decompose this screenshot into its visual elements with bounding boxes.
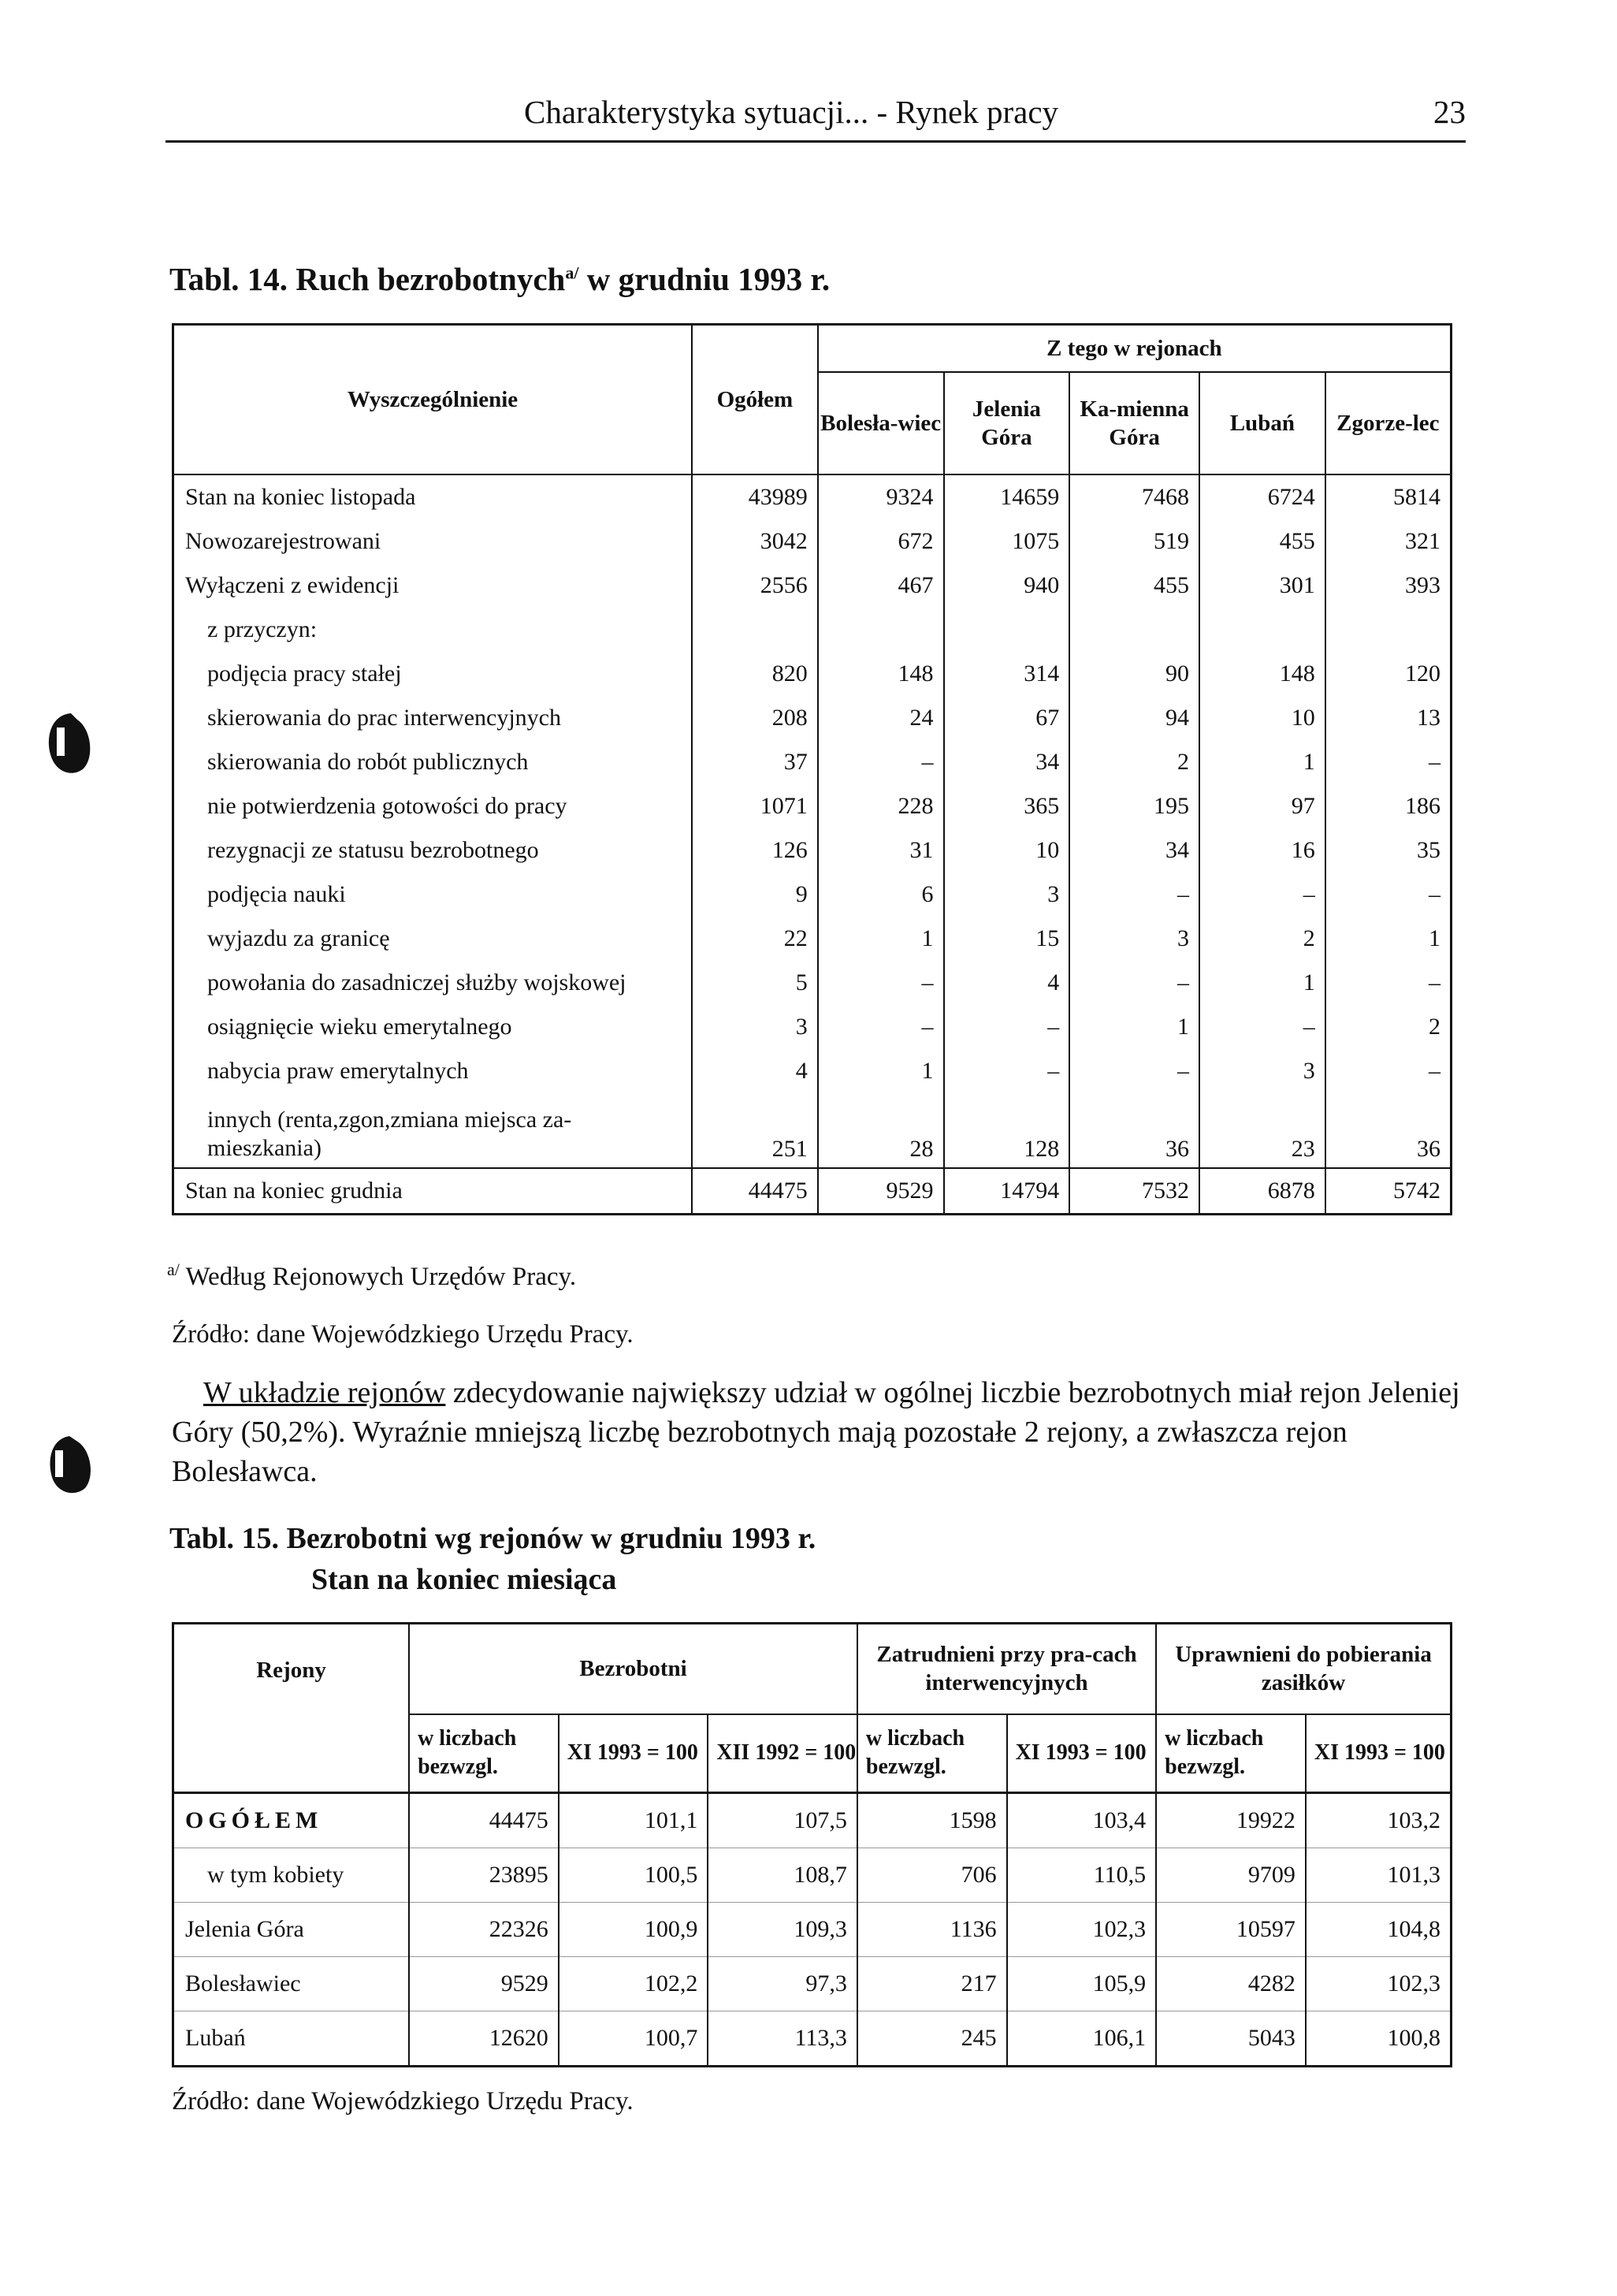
row-label: skierowania do robót publicznych <box>173 740 693 784</box>
row-label: Jelenia Góra <box>173 1903 410 1957</box>
table-cell: 2 <box>1069 740 1199 784</box>
table-cell: 31 <box>818 828 944 873</box>
table-cell: 393 <box>1325 564 1452 608</box>
table-cell: 97,3 <box>708 1957 857 2011</box>
table-cell: 1 <box>818 1049 944 1093</box>
table-cell: 251 <box>692 1093 818 1168</box>
table-14-body <box>173 474 1452 1215</box>
row-label: osiągnięcie wieku emerytalnego <box>173 1005 693 1049</box>
table-cell: – <box>1069 961 1199 1005</box>
table-cell: 100,5 <box>559 1848 708 1903</box>
col-header-total: Ogółem <box>692 325 818 474</box>
table-cell <box>818 608 944 652</box>
table-cell: 5742 <box>1325 1168 1452 1215</box>
table-15-subcaption: Stan na koniec miesiąca <box>311 1563 617 1596</box>
table-cell: 3 <box>1199 1049 1325 1093</box>
table-row <box>173 1957 1452 2011</box>
row-label: powołania do zasadniczej służby wojskowej <box>173 961 693 1005</box>
table-cell: 1 <box>1199 961 1325 1005</box>
table-cell: 519 <box>1069 519 1199 564</box>
col-subheader: XI 1993 = 100 <box>1306 1714 1452 1793</box>
table-cell: 34 <box>944 740 1070 784</box>
table-cell: – <box>1199 873 1325 917</box>
table-cell: 5043 <box>1156 2011 1306 2067</box>
table-cell: 1598 <box>857 1793 1007 1848</box>
table-cell: 103,2 <box>1306 1793 1452 1848</box>
table-cell: 34 <box>1069 828 1199 873</box>
table-row <box>173 961 1452 1005</box>
table-cell: 672 <box>818 519 944 564</box>
table-cell: 9324 <box>818 474 944 519</box>
table-cell: 13 <box>1325 696 1452 740</box>
table-row <box>173 1168 1452 1215</box>
table-cell: 10 <box>944 828 1070 873</box>
table-cell <box>1325 608 1452 652</box>
table-row <box>173 828 1452 873</box>
table-cell: 7532 <box>1069 1168 1199 1215</box>
col-header-regions: Rejony <box>173 1624 410 1793</box>
table-row <box>173 1005 1452 1049</box>
table-cell: – <box>1069 873 1199 917</box>
table-row <box>173 1903 1452 1957</box>
paragraph-text: zdecydowanie największy udział w ogólnej liczbie bezrobotnych miał rejon Jeleniej Góry (50,2%). Wyraźnie mniejszą liczbę bezrobotnych mają pozostałe 2 rejony, a zwłaszcza rejon Bolesławca. <box>172 1376 1460 1488</box>
table-cell: 67 <box>944 696 1070 740</box>
table-cell: 1 <box>1325 917 1452 961</box>
table-cell: – <box>1199 1005 1325 1049</box>
table-cell: 14659 <box>944 474 1070 519</box>
table-cell: 37 <box>692 740 818 784</box>
col-header-unemployed: Bezrobotni <box>409 1624 857 1714</box>
table-cell: 9529 <box>409 1957 559 2011</box>
table-cell: 15 <box>944 917 1070 961</box>
table-cell: 23895 <box>409 1848 559 1903</box>
table-cell: 101,3 <box>1306 1848 1452 1903</box>
table-cell: 36 <box>1069 1093 1199 1168</box>
row-label: z przyczyn: <box>173 608 693 652</box>
col-header-description: Wyszczególnienie <box>173 325 693 474</box>
row-label: Wyłączeni z ewidencji <box>173 564 693 608</box>
table-cell: 148 <box>1199 652 1325 696</box>
table-cell: 4282 <box>1156 1957 1306 2011</box>
table-row <box>173 564 1452 608</box>
table-cell <box>1069 608 1199 652</box>
table-cell: 100,7 <box>559 2011 708 2067</box>
table-cell <box>692 608 818 652</box>
table-14-source: Źródło: dane Wojewódzkiego Urzędu Pracy. <box>172 1320 634 1349</box>
table-cell: 107,5 <box>708 1793 857 1848</box>
body-paragraph <box>172 1373 1464 1491</box>
table-cell: – <box>944 1049 1070 1093</box>
row-label: nabycia praw emerytalnych <box>173 1049 693 1093</box>
table-cell: 102,2 <box>559 1957 708 2011</box>
table-cell: 104,8 <box>1306 1903 1452 1957</box>
table-cell: 455 <box>1199 519 1325 564</box>
table-cell: 22326 <box>409 1903 559 1957</box>
table-cell: 103,4 <box>1007 1793 1157 1848</box>
table-row <box>173 1049 1452 1093</box>
table-cell: 100,8 <box>1306 2011 1452 2067</box>
table-cell: 4 <box>692 1049 818 1093</box>
row-label: innych (renta,zgon,zmiana miejsca za- mieszkania) <box>173 1093 693 1168</box>
col-header-region: Lubań <box>1199 372 1325 474</box>
table-cell: 2 <box>1325 1005 1452 1049</box>
table-row <box>173 474 1452 519</box>
table-cell: 217 <box>857 1957 1007 2011</box>
table-cell: – <box>1325 1049 1452 1093</box>
table-row <box>173 917 1452 961</box>
table-cell: 110,5 <box>1007 1848 1157 1903</box>
table-row <box>173 2011 1452 2067</box>
col-header-region: Ka-mienna Góra <box>1069 372 1199 474</box>
table-cell: 820 <box>692 652 818 696</box>
col-header-benefits: Uprawnieni do pobierania zasiłków <box>1156 1624 1451 1714</box>
row-label: Stan na koniec listopada <box>173 474 693 519</box>
table-cell: 105,9 <box>1007 1957 1157 2011</box>
table-cell: 23 <box>1199 1093 1325 1168</box>
col-header-region: Zgorze-lec <box>1325 372 1452 474</box>
table-cell: 228 <box>818 784 944 828</box>
table-cell: 1 <box>818 917 944 961</box>
table-14-caption-end: w grudniu 1993 r. <box>578 261 831 297</box>
row-label: podjęcia nauki <box>173 873 693 917</box>
table-cell: – <box>1325 740 1452 784</box>
table-cell: 365 <box>944 784 1070 828</box>
table-cell: 9709 <box>1156 1848 1306 1903</box>
table-cell: 3 <box>692 1005 818 1049</box>
table-cell: 120 <box>1325 652 1452 696</box>
scan-blot-mark <box>39 1427 102 1513</box>
table-row <box>173 608 1452 652</box>
col-header-region: Bolesła-wiec <box>818 372 944 474</box>
footnote-text: Według Rejonowych Urzędów Pracy. <box>185 1263 577 1291</box>
row-label: Bolesławiec <box>173 1957 410 2011</box>
col-header-intervention: Zatrudnieni przy pra-cach interwencyjnych <box>857 1624 1156 1714</box>
table-row <box>173 1793 1452 1848</box>
table-row <box>173 1093 1452 1168</box>
table-cell: 6878 <box>1199 1168 1325 1215</box>
table-cell: 7468 <box>1069 474 1199 519</box>
table-cell: – <box>1069 1049 1199 1093</box>
table-cell: 3 <box>944 873 1070 917</box>
table-cell: 706 <box>857 1848 1007 1903</box>
table-cell: 9 <box>692 873 818 917</box>
table-cell: 43989 <box>692 474 818 519</box>
row-label: podjęcia pracy stałej <box>173 652 693 696</box>
table-row <box>173 519 1452 564</box>
table-cell <box>1199 608 1325 652</box>
table-cell: 6 <box>818 873 944 917</box>
table-cell: 35 <box>1325 828 1452 873</box>
table-cell: 36 <box>1325 1093 1452 1168</box>
table-cell: 940 <box>944 564 1070 608</box>
table-cell: 94 <box>1069 696 1199 740</box>
table-cell: 148 <box>818 652 944 696</box>
table-cell: 9529 <box>818 1168 944 1215</box>
row-label: rezygnacji ze statusu bezrobotnego <box>173 828 693 873</box>
table-14-caption-text: Tabl. 14. Ruch bezrobotnych <box>169 261 566 297</box>
col-header-group: Z tego w rejonach <box>818 325 1452 372</box>
table-cell: 12620 <box>409 2011 559 2067</box>
col-subheader: w liczbach bezwzgl. <box>409 1714 559 1793</box>
table-cell: 19922 <box>1156 1793 1306 1848</box>
table-cell: 97 <box>1199 784 1325 828</box>
table-14 <box>172 323 1452 1215</box>
table-cell: 208 <box>692 696 818 740</box>
table-row <box>173 696 1452 740</box>
row-label: w tym kobiety <box>173 1848 410 1903</box>
table-cell: 301 <box>1199 564 1325 608</box>
table-cell: 44475 <box>409 1793 559 1848</box>
table-row <box>173 652 1452 696</box>
table-cell: 467 <box>818 564 944 608</box>
table-14-caption-sup: a/ <box>565 262 579 283</box>
table-cell: 1 <box>1199 740 1325 784</box>
table-cell: 455 <box>1069 564 1199 608</box>
row-label: Nowozarejestrowani <box>173 519 693 564</box>
col-subheader: w liczbach bezwzgl. <box>857 1714 1007 1793</box>
table-cell: 314 <box>944 652 1070 696</box>
page-number: 23 <box>1433 94 1466 130</box>
table-cell: – <box>1325 961 1452 1005</box>
table-cell: 28 <box>818 1093 944 1168</box>
table-cell: 102,3 <box>1007 1903 1157 1957</box>
col-header-region: Jelenia Góra <box>944 372 1070 474</box>
table-cell: 186 <box>1325 784 1452 828</box>
row-label: nie potwierdzenia gotowości do pracy <box>173 784 693 828</box>
scan-blot-mark <box>39 705 102 792</box>
table-cell: – <box>1325 873 1452 917</box>
col-subheader: w liczbach bezwzgl. <box>1156 1714 1306 1793</box>
table-15-body <box>173 1793 1452 2067</box>
table-cell: 1 <box>1069 1005 1199 1049</box>
table-cell: 16 <box>1199 828 1325 873</box>
table-cell: 5 <box>692 961 818 1005</box>
table-cell: 3042 <box>692 519 818 564</box>
table-cell: 22 <box>692 917 818 961</box>
running-header <box>165 93 1466 143</box>
table-cell: – <box>818 740 944 784</box>
col-subheader: XI 1993 = 100 <box>559 1714 708 1793</box>
table-cell: 2556 <box>692 564 818 608</box>
col-subheader: XII 1992 = 100 <box>708 1714 857 1793</box>
table-cell: 128 <box>944 1093 1070 1168</box>
table-cell: 10597 <box>1156 1903 1306 1957</box>
table-cell: 2 <box>1199 917 1325 961</box>
table-cell: 10 <box>1199 696 1325 740</box>
table-row <box>173 784 1452 828</box>
table-cell: 90 <box>1069 652 1199 696</box>
table-15-source: Źródło: dane Wojewódzkiego Urzędu Pracy. <box>172 2087 634 2116</box>
table-cell: 106,1 <box>1007 2011 1157 2067</box>
table-cell: – <box>818 1005 944 1049</box>
table-cell: 102,3 <box>1306 1957 1452 2011</box>
row-label: skierowania do prac interwencyjnych <box>173 696 693 740</box>
running-header-title: Charakterystyka sytuacji... - Rynek pracy <box>524 94 1059 130</box>
table-cell: 245 <box>857 2011 1007 2067</box>
footnote-marker: a/ <box>167 1260 180 1279</box>
col-subheader: XI 1993 = 100 <box>1007 1714 1157 1793</box>
table-14-caption <box>169 260 830 298</box>
row-label: Stan na koniec grudnia <box>173 1168 693 1215</box>
table-cell: 14794 <box>944 1168 1070 1215</box>
table-cell: 4 <box>944 961 1070 1005</box>
table-cell: 113,3 <box>708 2011 857 2067</box>
table-row <box>173 740 1452 784</box>
table-cell: 5814 <box>1325 474 1452 519</box>
table-cell: – <box>944 1005 1070 1049</box>
table-cell: – <box>818 961 944 1005</box>
row-label: Lubań <box>173 2011 410 2067</box>
table-15 <box>172 1622 1452 2067</box>
paragraph-underlined: W układzie rejonów <box>203 1376 446 1409</box>
table-cell <box>944 608 1070 652</box>
table-14-footnote <box>167 1260 576 1292</box>
table-15-caption: Tabl. 15. Bezrobotni wg rejonów w grudniu 1993 r. <box>169 1522 816 1555</box>
table-cell: 126 <box>692 828 818 873</box>
table-cell: 108,7 <box>708 1848 857 1903</box>
table-cell: 109,3 <box>708 1903 857 1957</box>
table-cell: 101,1 <box>559 1793 708 1848</box>
table-cell: 1075 <box>944 519 1070 564</box>
table-cell: 100,9 <box>559 1903 708 1957</box>
row-label: wyjazdu za granicę <box>173 917 693 961</box>
table-row <box>173 1848 1452 1903</box>
table-cell: 3 <box>1069 917 1199 961</box>
table-cell: 321 <box>1325 519 1452 564</box>
row-label: OGÓŁEM <box>173 1793 410 1848</box>
table-cell: 1071 <box>692 784 818 828</box>
table-cell: 195 <box>1069 784 1199 828</box>
table-cell: 44475 <box>692 1168 818 1215</box>
table-cell: 6724 <box>1199 474 1325 519</box>
table-cell: 1136 <box>857 1903 1007 1957</box>
table-cell: 24 <box>818 696 944 740</box>
table-row <box>173 873 1452 917</box>
